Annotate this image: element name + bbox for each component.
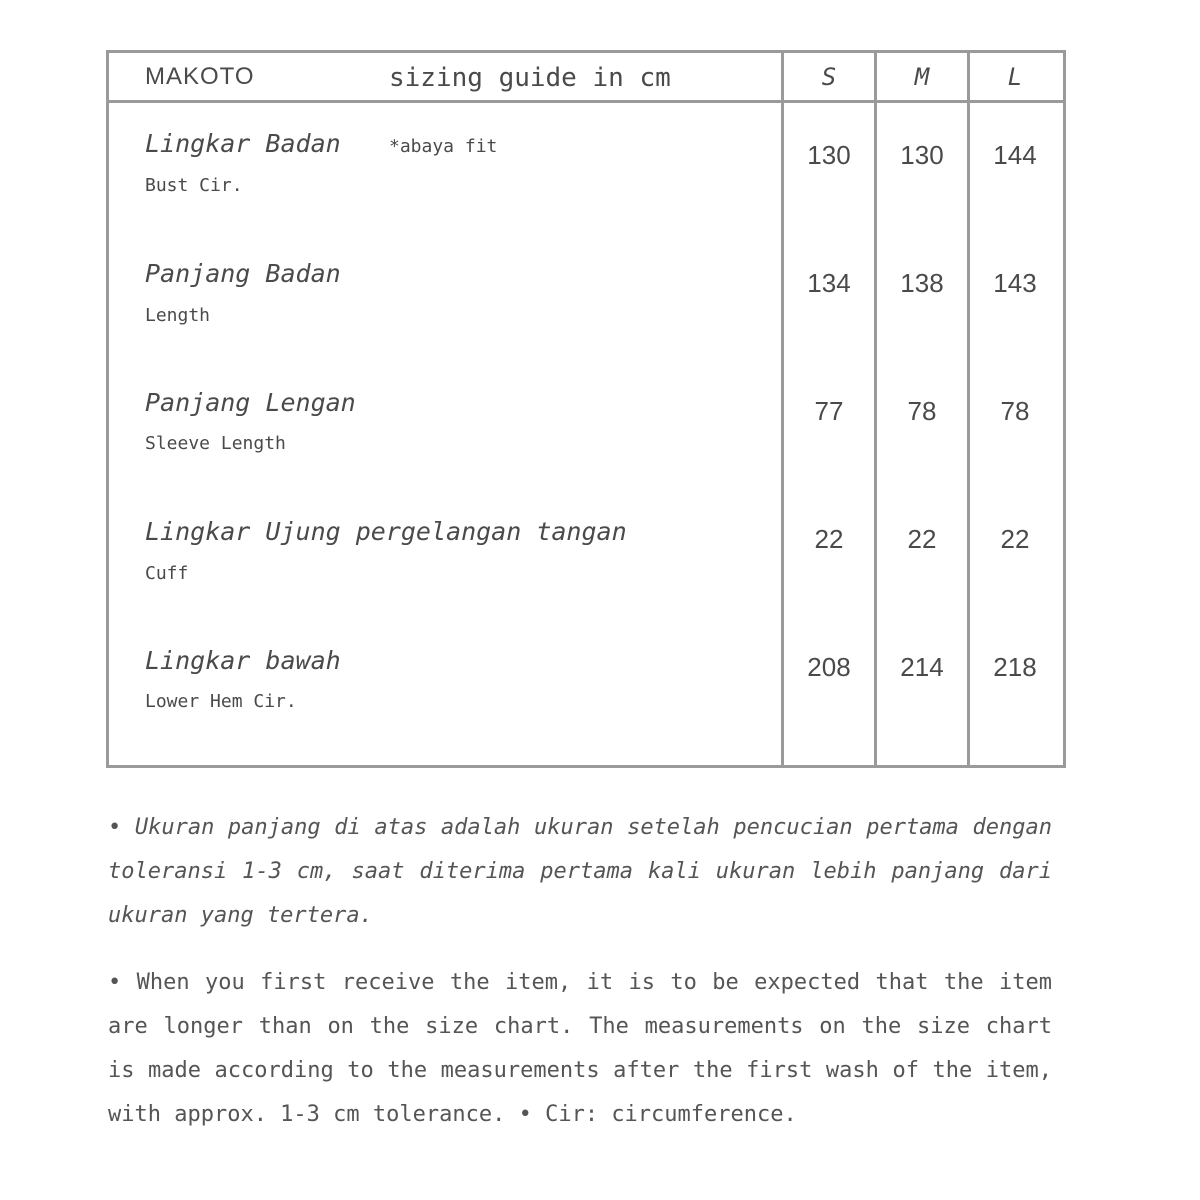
size-s-value: 130 bbox=[807, 140, 851, 170]
size-m-value: 138 bbox=[900, 268, 944, 298]
measurement-name: Panjang Badan bbox=[145, 259, 341, 288]
size-header-l: L bbox=[1007, 63, 1023, 91]
size-l-value: 144 bbox=[993, 140, 1037, 170]
measurement-english: Sleeve Length bbox=[145, 433, 286, 454]
header-divider bbox=[109, 100, 1063, 103]
size-l-value: 218 bbox=[993, 652, 1037, 682]
measurement-english: Length bbox=[145, 305, 211, 326]
measurement-english: Bust Cir. bbox=[145, 175, 243, 196]
size-s-value: 208 bbox=[807, 652, 851, 682]
size-s-value: 22 bbox=[814, 524, 844, 554]
size-header-s: S bbox=[821, 63, 837, 91]
measurement-name: Panjang Lengan bbox=[145, 388, 356, 417]
size-l-value: 22 bbox=[1000, 524, 1030, 554]
size-m-value: 78 bbox=[907, 396, 937, 426]
washing-note-indonesian: • Ukuran panjang di atas adalah ukuran setelah pencucian pertama dengan toleransi 1-3 cm, saat diterima pertama kali ukuran lebih panjang dari ukuran yang tertera. bbox=[108, 815, 1052, 928]
size-header-m: M bbox=[914, 63, 930, 91]
size-s-value: 134 bbox=[807, 268, 851, 298]
measurement-name: Lingkar Badan bbox=[145, 129, 341, 158]
size-chart-table bbox=[106, 50, 1066, 768]
measurement-english: Lower Hem Cir. bbox=[145, 691, 297, 712]
guide-title: sizing guide in cm bbox=[389, 63, 671, 93]
measurement-name: Lingkar Ujung pergelangan tangan bbox=[145, 517, 627, 546]
size-m-value: 214 bbox=[900, 652, 944, 682]
size-l-value: 143 bbox=[993, 268, 1037, 298]
fit-note: *abaya fit bbox=[389, 136, 498, 157]
size-l-value: 78 bbox=[1000, 396, 1030, 426]
washing-note-english: • When you first receive the item, it is to be expected that the item are longer than on the size chart. The measurements on the size chart is made according to the measurements after the first wash of the item, with approx. 1-3 cm tolerance. • Cir: circumference. bbox=[108, 970, 1052, 1127]
size-m-value: 130 bbox=[900, 140, 944, 170]
measurement-english: Cuff bbox=[145, 563, 189, 584]
measurement-name: Lingkar bawah bbox=[145, 646, 341, 675]
brand-name: MAKOTO bbox=[145, 63, 255, 90]
size-s-value: 77 bbox=[814, 396, 844, 426]
size-m-value: 22 bbox=[907, 524, 937, 554]
